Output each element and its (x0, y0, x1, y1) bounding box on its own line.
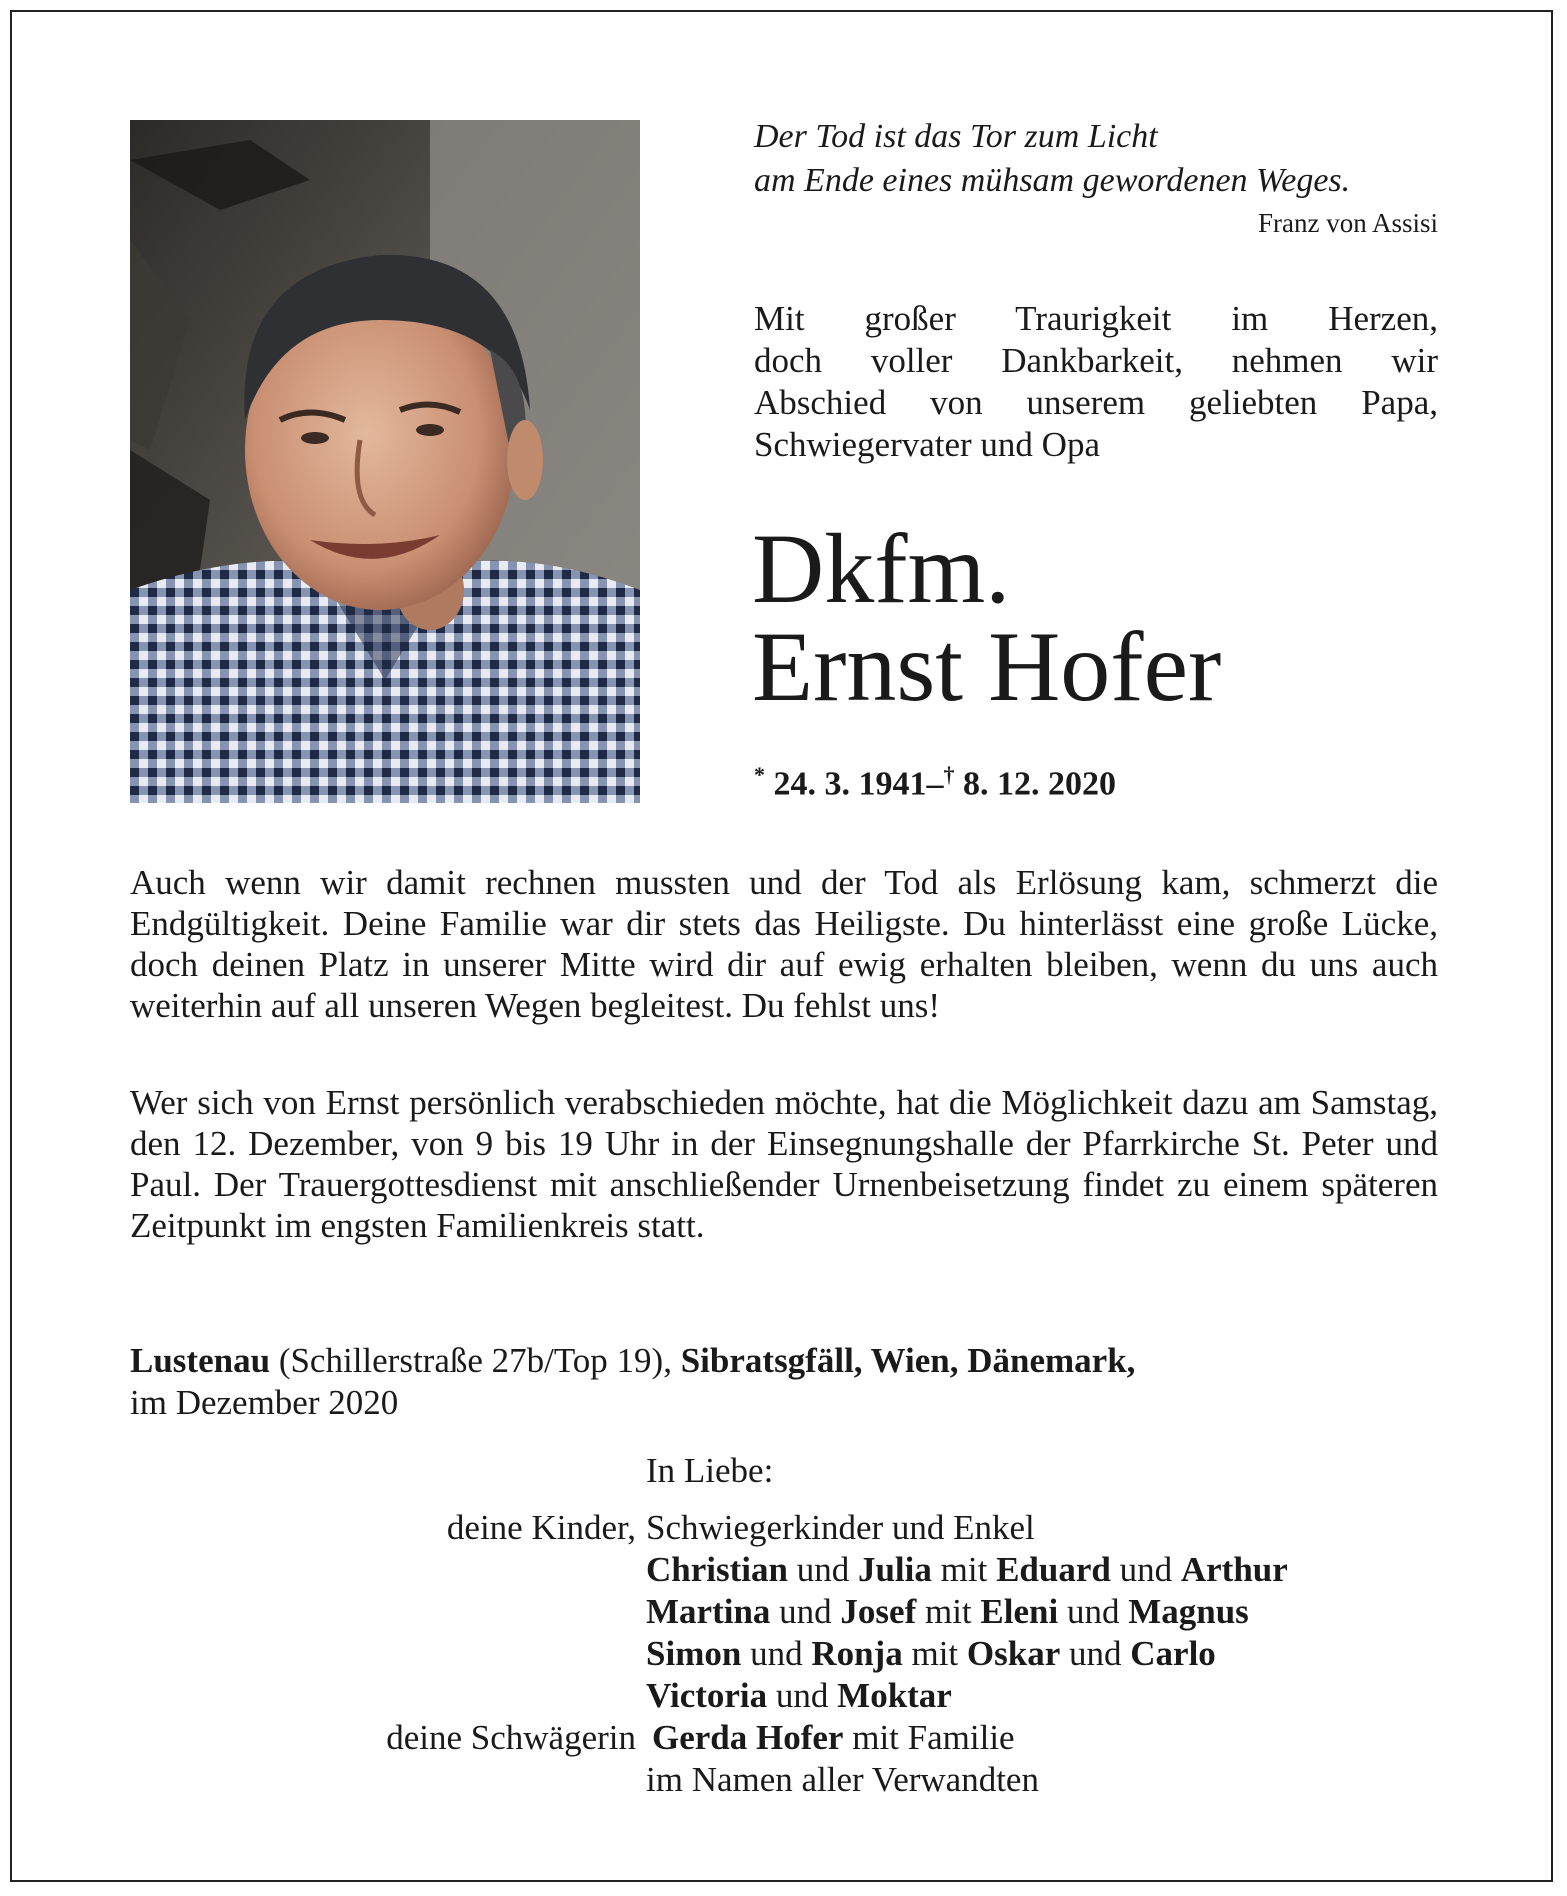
sister-name: Gerda Hofer (652, 1718, 844, 1757)
family-name: Magnus (1128, 1592, 1249, 1631)
family-name: Arthur (1180, 1550, 1288, 1589)
intro-line-4: Schwiegervater und Opa (754, 425, 1100, 464)
family-name: Simon (646, 1634, 742, 1673)
place-address: (Schillerstraße 27b/Top 19), (270, 1341, 681, 1380)
family-name: Christian (646, 1550, 788, 1589)
relatives-line: im Namen aller Verwandten (646, 1760, 1039, 1799)
intro-text (754, 298, 1438, 466)
portrait-image (130, 120, 640, 803)
connector: mit (902, 1634, 967, 1673)
intro-line-2: doch voller Dankbarkeit, nehmen wir (754, 341, 1438, 380)
quote-line-1: Der Tod ist das Tor zum Licht (754, 118, 1158, 155)
family-name: Ronja (811, 1634, 903, 1673)
paragraph-1: Auch wenn wir damit rechnen mussten und der Tod als Erlösung kam, schmerzt die Endgültigkeit. Deine Familie war dir stets das Heiligste. Du hinterlässt eine große Lücke, doch deinen Platz in unserer Mitte wird dir auf ewig erhalten bleiben, wenn du uns auch weiterhin auf all unseren Wegen begleitest. Du fehlst uns! (130, 863, 1438, 1025)
family-name: Carlo (1130, 1634, 1216, 1673)
family-name: Josef (840, 1592, 917, 1631)
quote-line-2: am Ende eines mühsam gewordenen Weges. (754, 162, 1351, 199)
birth-date: 24. 3. 1941 (773, 765, 927, 803)
connector: mit (931, 1550, 997, 1589)
quote-text (754, 115, 1438, 203)
family-line (646, 1549, 1288, 1591)
connector: und (787, 1550, 858, 1589)
family-name: Victoria (646, 1676, 768, 1715)
deceased-name (752, 513, 1222, 722)
quote-author: Franz von Assisi (1257, 208, 1438, 238)
in-love: In Liebe: (646, 1451, 774, 1490)
family-name: Martina (646, 1592, 771, 1631)
intro-line-1: Mit großer Traurigkeit im Herzen, (754, 299, 1438, 338)
children-label: deine Kinder, (446, 1508, 636, 1547)
family-name: Julia (857, 1550, 932, 1589)
connector: und (770, 1592, 841, 1631)
paragraph-2: Wer sich von Ernst persönlich verabschieden möchte, hat die Möglichkeit dazu am Samstag, den 12. Dezember, von 9 bis 19 Uhr in der Einsegnungshalle der Pfarrkirche St. Peter und Paul. Der Trauergottesdienst mit anschließender Urnenbeisetzung findet zu einem späteren Zeitpunkt im engsten Familienkreis statt. (130, 1083, 1438, 1245)
place-others: Sibratsgfäll, Wien, Dänemark, (680, 1341, 1136, 1380)
death-symbol: † (943, 762, 955, 787)
family-line (646, 1591, 1249, 1633)
connector: und (1110, 1550, 1181, 1589)
connector: und (1058, 1592, 1129, 1631)
family-name: Eleni (980, 1592, 1059, 1631)
deceased-fullname: Ernst Hofer (752, 611, 1222, 722)
connector: und (767, 1676, 838, 1715)
children-intro: Schwiegerkinder und Enkel (646, 1508, 1035, 1547)
connector: und (741, 1634, 812, 1673)
place-date: im Dezember 2020 (130, 1383, 399, 1422)
family-name: Oskar (966, 1634, 1061, 1673)
connector: und (1060, 1634, 1131, 1673)
deceased-title: Dkfm. (752, 513, 1011, 624)
place-line (130, 1340, 1450, 1382)
family-name: Eduard (996, 1550, 1111, 1589)
connector: mit (916, 1592, 981, 1631)
death-date: 8. 12. 2020 (963, 765, 1116, 803)
family-line (646, 1675, 952, 1717)
place-town: Lustenau (130, 1341, 271, 1380)
sister-suffix: mit Familie (843, 1718, 1015, 1757)
sister-line (652, 1717, 1015, 1759)
birth-symbol: * (754, 762, 765, 787)
place-and-date (130, 1340, 1450, 1424)
sister-label: deine Schwägerin (386, 1718, 636, 1757)
life-dates (754, 762, 1116, 803)
intro-line-3: Abschied von unserem geliebten Papa, (754, 383, 1438, 422)
date-dash: – (926, 765, 944, 803)
family-line (646, 1633, 1216, 1675)
family-name: Moktar (837, 1676, 952, 1715)
portrait-photo (130, 120, 640, 803)
